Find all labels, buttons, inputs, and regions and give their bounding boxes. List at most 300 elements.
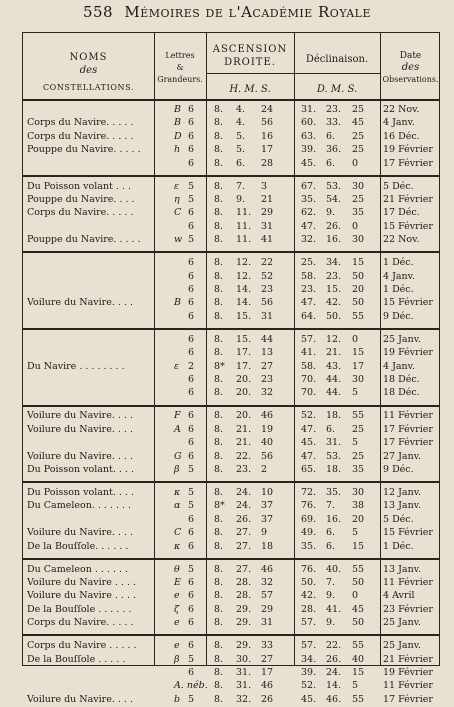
row-ra-hours: 8. <box>214 117 224 129</box>
row-magnitude: 6 <box>188 284 195 295</box>
table-row <box>23 694 439 707</box>
row-dec-minutes: 36. <box>326 144 342 156</box>
row-magnitude: 5 <box>188 487 195 498</box>
row-ra-seconds: 3 <box>261 180 268 192</box>
row-dec-seconds: 0 <box>352 157 359 169</box>
table-row <box>23 131 439 144</box>
row-dec-minutes: 43. <box>326 360 342 372</box>
row-ra-seconds: 23 <box>261 284 274 295</box>
table-row <box>23 144 439 157</box>
row-dec-seconds: 5 <box>352 437 359 449</box>
row-magnitude: 5 <box>188 653 195 665</box>
row-dec-degrees: 35. <box>301 540 317 552</box>
row-date: 4 Avril <box>383 590 415 602</box>
row-date: 17 Février <box>383 693 433 705</box>
row-magnitude: 6 <box>188 667 195 678</box>
row-dec-minutes: 16. <box>326 234 342 246</box>
letters-header-sub: Grandeurs. <box>157 75 203 84</box>
row-dec-minutes: 46. <box>326 693 342 705</box>
row-dec-degrees: 58. <box>301 360 317 372</box>
row-ra-hours: 8. <box>214 667 224 678</box>
row-ra-minutes: 14. <box>236 297 252 309</box>
row-dec-degrees: 23. <box>301 284 317 295</box>
row-date: 18 Déc. <box>383 387 420 399</box>
row-date: 25 Janv. <box>383 640 421 652</box>
row-dec-seconds: 55 <box>352 410 365 422</box>
row-date: 21 Février <box>383 653 433 665</box>
row-date: 19 Février <box>383 144 433 156</box>
row-dec-seconds: 15 <box>352 347 365 359</box>
row-dec-degrees: 49. <box>301 527 317 539</box>
row-dec-minutes: 26. <box>326 220 342 232</box>
row-ra-seconds: 31 <box>261 220 274 232</box>
row-name: De la Bouſſole . . . . . . <box>27 603 132 615</box>
row-dec-seconds: 55 <box>352 693 365 705</box>
row-ra-minutes: 32. <box>236 693 252 705</box>
row-dec-degrees: 47. <box>301 297 317 309</box>
row-letter: κ <box>174 540 181 552</box>
row-dec-seconds: 50 <box>352 617 365 629</box>
row-magnitude: 6 <box>188 220 195 232</box>
row-ra-hours: 8. <box>214 104 224 115</box>
row-ra-hours: 8. <box>214 680 224 692</box>
table-row <box>23 117 439 130</box>
row-magnitude: 6 <box>188 374 195 385</box>
table-row <box>23 361 439 374</box>
row-dec-seconds: 30 <box>352 487 365 498</box>
row-dec-seconds: 15 <box>352 257 365 269</box>
date-header-des: des <box>401 62 420 73</box>
row-letter: α <box>174 500 181 512</box>
row-letter: b <box>174 693 181 705</box>
row-dec-degrees: 70. <box>301 374 317 385</box>
row-name: Voilure du Navire. . . . <box>27 297 133 309</box>
row-dec-seconds: 50 <box>352 297 365 309</box>
group-separator <box>23 175 439 177</box>
row-dec-seconds: 25 <box>352 450 365 462</box>
row-ra-hours: 8. <box>214 333 224 345</box>
table-row <box>23 181 439 194</box>
row-date: 11 Février <box>383 410 433 422</box>
row-magnitude: 6 <box>188 297 195 309</box>
row-dec-minutes: 15. <box>326 284 342 295</box>
row-dec-minutes: 6. <box>326 540 336 552</box>
row-ra-hours: 8. <box>214 487 224 498</box>
row-dec-degrees: 57. <box>301 333 317 345</box>
row-magnitude: 6 <box>188 540 195 552</box>
row-dec-minutes: 18. <box>326 464 342 475</box>
row-dec-degrees: 31. <box>301 104 317 115</box>
row-letter: B <box>174 117 181 129</box>
running-title: Mémoires de l'Académie Royale <box>124 3 372 21</box>
row-magnitude: 6 <box>188 130 195 142</box>
table-row <box>23 487 439 500</box>
letters-header-amp: & <box>176 63 184 72</box>
row-date: 1 Déc. <box>383 257 414 269</box>
row-dec-seconds: 20 <box>352 284 365 295</box>
row-ra-hours: 8. <box>214 347 224 359</box>
row-magnitude: 6 <box>188 577 195 588</box>
table-row <box>23 437 439 450</box>
row-ra-minutes: 15. <box>236 310 252 322</box>
row-ra-minutes: 29. <box>236 603 252 615</box>
row-dec-degrees: 25. <box>301 257 317 269</box>
row-ra-minutes: 31. <box>236 680 252 692</box>
row-ra-seconds: 27 <box>261 653 274 665</box>
row-name: Voilure du Navire. . . . <box>27 410 133 422</box>
row-date: 21 Février <box>383 194 433 205</box>
row-dec-minutes: 6. <box>326 527 336 539</box>
row-ra-seconds: 37 <box>261 513 274 525</box>
table-row <box>23 527 439 540</box>
row-ra-minutes: 21. <box>236 423 252 435</box>
ascension-units: H. M. S. <box>229 84 271 95</box>
row-ra-hours: 8. <box>214 693 224 705</box>
row-dec-degrees: 65. <box>301 464 317 475</box>
row-ra-seconds: 40 <box>261 437 274 449</box>
table-row <box>23 297 439 310</box>
row-date: 1 Déc. <box>383 284 414 295</box>
row-ra-minutes: 27. <box>236 563 252 575</box>
row-dec-seconds: 30 <box>352 180 365 192</box>
row-ra-minutes: 4. <box>236 117 246 129</box>
row-dec-seconds: 5 <box>352 680 359 692</box>
group-separator <box>23 558 439 560</box>
row-ra-hours: 8. <box>214 297 224 309</box>
row-dec-minutes: 14. <box>326 680 342 692</box>
table-row <box>23 500 439 513</box>
row-ra-minutes: 20. <box>236 387 252 399</box>
table-row <box>23 464 439 477</box>
table-row <box>23 590 439 603</box>
row-ra-hours: 8. <box>214 617 224 629</box>
row-dec-degrees: 47. <box>301 423 317 435</box>
row-dec-minutes: 41. <box>326 603 342 615</box>
row-ra-hours: 8. <box>214 603 224 615</box>
row-name: Pouppe du Navire. . . . . <box>27 144 141 156</box>
group-separator <box>23 251 439 253</box>
row-ra-minutes: 28. <box>236 590 252 602</box>
row-name: Corps du Navire. . . . . <box>27 617 134 629</box>
table-row <box>23 387 439 400</box>
row-ra-hours: 8. <box>214 410 224 422</box>
row-date: 15 Février <box>383 527 433 539</box>
names-header-sub: CONSTELLATIONS. <box>42 83 135 92</box>
row-dec-seconds: 25 <box>352 423 365 435</box>
row-date: 19 Février <box>383 667 433 678</box>
row-dec-degrees: 70. <box>301 387 317 399</box>
row-dec-seconds: 55 <box>352 563 365 575</box>
row-magnitude: 5 <box>188 234 195 246</box>
row-magnitude: 6 <box>188 117 195 129</box>
row-date: 12 Janv. <box>383 487 421 498</box>
row-letter: D <box>174 130 182 142</box>
row-name: Du Poisson volant. . . . <box>27 464 134 475</box>
row-date: 9 Déc. <box>383 464 414 475</box>
row-ra-seconds: 19 <box>261 423 274 435</box>
row-date: 4 Janv. <box>383 360 415 372</box>
ascension-header-title: ASCENSION <box>212 44 288 55</box>
row-ra-seconds: 56 <box>261 297 274 309</box>
row-date: 5 Déc. <box>383 180 414 192</box>
row-dec-seconds: 45 <box>352 117 365 129</box>
row-magnitude: 5 <box>188 563 195 575</box>
row-ra-seconds: 16 <box>261 130 274 142</box>
declination-units: D. M. S. <box>316 84 358 95</box>
row-dec-seconds: 17 <box>352 360 365 372</box>
row-ra-hours: 8* <box>214 500 225 512</box>
row-dec-degrees: 28. <box>301 603 317 615</box>
row-ra-minutes: 24. <box>236 487 252 498</box>
row-ra-minutes: 6. <box>236 157 246 169</box>
row-name: Corps du Navire. . . . . <box>27 130 134 142</box>
row-ra-seconds: 13 <box>261 347 274 359</box>
row-letter: C <box>174 207 182 219</box>
table-row <box>23 374 439 387</box>
row-dec-seconds: 5 <box>352 387 359 399</box>
row-name: Voilure du Navire. . . . <box>27 527 133 539</box>
row-ra-hours: 8. <box>214 590 224 602</box>
declination-units-rule <box>294 73 380 74</box>
row-ra-minutes: 23. <box>236 464 252 475</box>
row-ra-minutes: 21. <box>236 437 252 449</box>
row-ra-hours: 8. <box>214 284 224 295</box>
row-ra-minutes: 11. <box>236 234 252 246</box>
row-dec-degrees: 34. <box>301 653 317 665</box>
row-date: 17 Déc. <box>383 207 420 219</box>
row-magnitude: 6 <box>188 104 195 115</box>
row-date: 4 Janv. <box>383 117 415 129</box>
row-letter: C <box>174 527 182 539</box>
row-ra-hours: 8. <box>214 194 224 205</box>
row-ra-hours: 8. <box>214 527 224 539</box>
row-dec-minutes: 24. <box>326 667 342 678</box>
row-ra-hours: 8. <box>214 220 224 232</box>
row-ra-minutes: 22. <box>236 450 252 462</box>
row-magnitude: 6 <box>188 310 195 322</box>
row-letter: ε <box>174 180 180 192</box>
row-dec-minutes: 12. <box>326 333 342 345</box>
row-ra-seconds: 32 <box>261 577 274 588</box>
row-dec-degrees: 52. <box>301 410 317 422</box>
row-ra-minutes: 5. <box>236 144 246 156</box>
ascension-header-sub: DROITE. <box>224 57 276 68</box>
row-dec-minutes: 31. <box>326 437 342 449</box>
row-magnitude: 5 <box>188 500 195 512</box>
row-ra-minutes: 31. <box>236 667 252 678</box>
row-dec-minutes: 6. <box>326 130 336 142</box>
row-name: Du Cameleon . . . . . . <box>27 563 129 575</box>
group-separator <box>23 405 439 407</box>
row-magnitude: 6 <box>188 423 195 435</box>
row-dec-minutes: 54. <box>326 194 342 205</box>
row-ra-seconds: 21 <box>261 194 274 205</box>
table-row <box>23 257 439 270</box>
row-ra-hours: 8. <box>214 540 224 552</box>
row-ra-minutes: 15. <box>236 333 252 345</box>
table-row <box>23 680 439 693</box>
row-dec-seconds: 25 <box>352 144 365 156</box>
row-date: 25 Janv. <box>383 617 421 629</box>
row-ra-seconds: 46 <box>261 410 274 422</box>
row-ra-minutes: 17. <box>236 360 252 372</box>
table-row <box>23 424 439 437</box>
row-ra-hours: 8. <box>214 577 224 588</box>
row-letter: F <box>174 410 181 422</box>
row-dec-degrees: 32. <box>301 234 317 246</box>
row-dec-degrees: 62. <box>301 207 317 219</box>
table-row <box>23 284 439 297</box>
row-name: Du Navire . . . . . . . . <box>27 360 125 372</box>
row-date: 18 Déc. <box>383 374 420 385</box>
row-magnitude: 6 <box>188 387 195 399</box>
row-dec-seconds: 25 <box>352 104 365 115</box>
table-row <box>23 654 439 667</box>
row-dec-seconds: 35 <box>352 207 365 219</box>
row-date: 11 Février <box>383 577 433 588</box>
row-magnitude: 6 <box>188 157 195 169</box>
row-date: 1 Déc. <box>383 540 414 552</box>
group-separator <box>23 328 439 330</box>
row-dec-minutes: 44. <box>326 387 342 399</box>
row-ra-seconds: 44 <box>261 333 274 345</box>
table-row <box>23 640 439 653</box>
row-dec-degrees: 52. <box>301 680 317 692</box>
row-ra-minutes: 29. <box>236 640 252 652</box>
row-dec-minutes: 35. <box>326 487 342 498</box>
row-dec-seconds: 30 <box>352 374 365 385</box>
row-ra-minutes: 12. <box>236 257 252 269</box>
row-dec-minutes: 40. <box>326 563 342 575</box>
row-dec-degrees: 69. <box>301 513 317 525</box>
row-dec-minutes: 9. <box>326 590 336 602</box>
row-dec-seconds: 25 <box>352 130 365 142</box>
row-dec-seconds: 0 <box>352 220 359 232</box>
table-row <box>23 207 439 220</box>
row-magnitude: 5 <box>188 194 195 205</box>
row-ra-minutes: 9. <box>236 194 246 205</box>
row-dec-minutes: 7. <box>326 577 336 588</box>
row-ra-seconds: 17 <box>261 144 274 156</box>
row-ra-seconds: 26 <box>261 693 274 705</box>
row-magnitude: 6 <box>188 527 195 539</box>
row-letter: h <box>174 144 181 156</box>
row-dec-degrees: 58. <box>301 270 317 282</box>
row-dec-degrees: 67. <box>301 180 317 192</box>
row-ra-seconds: 17 <box>261 667 274 678</box>
table-row <box>23 271 439 284</box>
row-ra-minutes: 5. <box>236 130 246 142</box>
row-ra-minutes: 4. <box>236 104 246 115</box>
row-ra-hours: 8. <box>214 257 224 269</box>
row-dec-seconds: 55 <box>352 310 365 322</box>
row-date: 5 Déc. <box>383 513 414 525</box>
row-name: Voilure du Navire . . . . <box>27 577 137 588</box>
row-ra-hours: 8. <box>214 130 224 142</box>
row-ra-seconds: 31 <box>261 617 274 629</box>
row-dec-degrees: 64. <box>301 310 317 322</box>
row-dec-seconds: 50 <box>352 270 365 282</box>
row-letter: β <box>174 653 180 665</box>
row-letter: G <box>174 450 182 462</box>
row-ra-minutes: 7. <box>236 180 246 192</box>
row-ra-minutes: 12. <box>236 270 252 282</box>
date-header-sub: Observations. <box>382 75 439 84</box>
table-row <box>23 541 439 554</box>
date-header-title: Date <box>399 51 422 61</box>
row-ra-seconds: 52 <box>261 270 274 282</box>
table-row <box>23 451 439 464</box>
row-dec-degrees: 76. <box>301 563 317 575</box>
row-dec-minutes: 6. <box>326 423 336 435</box>
row-ra-seconds: 22 <box>261 257 274 269</box>
row-dec-minutes: 9. <box>326 617 336 629</box>
row-magnitude: 6 <box>188 640 195 652</box>
row-dec-degrees: 45. <box>301 157 317 169</box>
row-date: 11 Février <box>383 680 433 692</box>
row-letter: B <box>174 297 181 309</box>
row-dec-degrees: 39. <box>301 667 317 678</box>
row-name: Voilure du Navire. . . . <box>27 450 133 462</box>
row-ra-hours: 8* <box>214 360 225 372</box>
group-separator <box>23 481 439 483</box>
row-dec-seconds: 55 <box>352 640 365 652</box>
row-ra-seconds: 46 <box>261 563 274 575</box>
row-ra-seconds: 57 <box>261 590 274 602</box>
row-dec-seconds: 5 <box>352 527 359 539</box>
row-dec-seconds: 38 <box>352 500 365 512</box>
row-letter: e <box>174 590 180 602</box>
table-row <box>23 617 439 630</box>
row-ra-minutes: 27. <box>236 527 252 539</box>
row-dec-minutes: 23. <box>326 270 342 282</box>
row-letter: ε <box>174 360 180 372</box>
row-letter: w <box>174 234 183 246</box>
row-magnitude: 2 <box>188 360 195 372</box>
row-letter: ζ <box>174 603 180 615</box>
row-magnitude: 6 <box>188 144 195 156</box>
row-ra-hours: 8. <box>214 157 224 169</box>
row-date: 15 Février <box>383 297 433 309</box>
row-dec-minutes: 50. <box>326 310 342 322</box>
row-ra-hours: 8. <box>214 270 224 282</box>
row-date: 17 Février <box>383 423 433 435</box>
row-ra-hours: 8. <box>214 640 224 652</box>
row-dec-degrees: 63. <box>301 130 317 142</box>
row-magnitude: 5 <box>188 464 195 475</box>
row-letter: e <box>174 617 180 629</box>
row-ra-seconds: 32 <box>261 387 274 399</box>
row-letter: E <box>174 577 181 588</box>
row-name: Pouppe du Navire. . . . . <box>27 234 141 246</box>
row-name: Voilure du Navire. . . . <box>27 423 133 435</box>
row-dec-seconds: 35 <box>352 464 365 475</box>
row-date: 17 Février <box>383 157 433 169</box>
row-date: 23 Février <box>383 603 433 615</box>
row-dec-degrees: 57. <box>301 640 317 652</box>
row-name: Corps du Navire. . . . . <box>27 117 134 129</box>
row-dec-seconds: 50 <box>352 577 365 588</box>
row-ra-seconds: 31 <box>261 310 274 322</box>
row-dec-seconds: 0 <box>352 333 359 345</box>
row-letter: A. néb. <box>174 680 208 692</box>
row-dec-seconds: 40 <box>352 653 365 665</box>
row-name: Voilure du Navire . . . . <box>27 590 137 602</box>
row-dec-minutes: 33. <box>326 117 342 129</box>
row-ra-minutes: 27. <box>236 540 252 552</box>
row-letter: η <box>174 194 180 205</box>
row-ra-hours: 8. <box>214 450 224 462</box>
